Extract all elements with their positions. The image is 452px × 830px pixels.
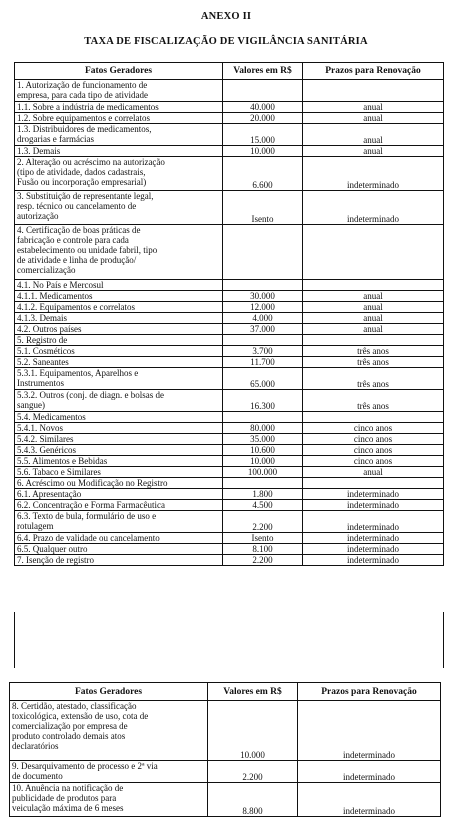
fato-cell: 4.2. Outros países (15, 324, 223, 335)
table-row (10, 761, 441, 783)
valor-cell: 35.000 (223, 434, 303, 445)
table-row (15, 500, 444, 511)
document-title: TAXA DE FISCALIZAÇÃO DE VIGILÂNCIA SANITÁRIA (84, 36, 368, 47)
prazo-cell: cinco anos (303, 445, 444, 456)
valor-cell: 80.000 (223, 423, 303, 434)
table-row (10, 783, 441, 817)
table-row (15, 368, 444, 390)
fato-cell: 6.2. Concentração e Forma Farmacêutica (15, 500, 223, 511)
valor-cell: 2.200 (208, 761, 298, 783)
valor-cell: 2.200 (223, 555, 303, 566)
valor-cell: Isento (223, 533, 303, 544)
valor-cell: 8.800 (208, 783, 298, 817)
prazo-cell: anual (303, 302, 444, 313)
valor-cell: 10.600 (223, 445, 303, 456)
valor-cell: 4.500 (223, 500, 303, 511)
fato-cell: 5.4.3. Genéricos (15, 445, 223, 456)
prazo-cell: cinco anos (303, 423, 444, 434)
valor-cell: 15.000 (223, 124, 303, 146)
table-row (15, 357, 444, 368)
prazo-cell (303, 80, 444, 102)
valor-cell: 1.800 (223, 489, 303, 500)
prazo-cell: indeterminado (303, 511, 444, 533)
fato-cell: 5.3.1. Equipamentos, Aparelhos e Instrumentos (15, 368, 223, 390)
fato-cell: 6.4. Prazo de validade ou cancelamento (15, 533, 223, 544)
table-row (15, 412, 444, 423)
table-row (15, 478, 444, 489)
fato-cell: 1.2. Sobre equipamentos e correlatos (15, 113, 223, 124)
table-row (15, 555, 444, 566)
table-row (15, 225, 444, 280)
valor-cell: 3.700 (223, 346, 303, 357)
fato-cell: 4.1.3. Demais (15, 313, 223, 324)
fato-cell: 5.4.1. Novos (15, 423, 223, 434)
prazo-cell: cinco anos (303, 456, 444, 467)
valor-cell: Isento (223, 191, 303, 225)
annex-heading: ANEXO II (200, 11, 252, 22)
valor-cell: 2.200 (223, 511, 303, 533)
valor-cell: 10.000 (223, 146, 303, 157)
prazo-cell: indeterminado (303, 555, 444, 566)
table-row (15, 445, 444, 456)
table-row (15, 335, 444, 346)
fato-cell: 10. Anuência na notificação de publicidade de produtos para veiculação máxima de 6 meses (10, 783, 208, 817)
table-row (15, 456, 444, 467)
prazo-cell (303, 335, 444, 346)
valor-cell: 11.700 (223, 357, 303, 368)
prazo-cell: indeterminado (303, 500, 444, 511)
valor-cell: 6.600 (223, 157, 303, 191)
fato-cell: 1. Autorização de funcionamento de empresa, para cada tipo de atividade (15, 80, 223, 102)
valor-cell: 16.300 (223, 390, 303, 412)
prazo-cell (303, 225, 444, 280)
prazo-cell: indeterminado (298, 701, 441, 761)
prazo-cell: anual (303, 291, 444, 302)
table-row (15, 423, 444, 434)
valor-cell (223, 478, 303, 489)
prazo-cell: três anos (303, 346, 444, 357)
fato-cell: 1.1. Sobre a indústria de medicamentos (15, 102, 223, 113)
prazo-cell: três anos (303, 390, 444, 412)
fato-cell: 5.4.2. Similares (15, 434, 223, 445)
prazo-cell: indeterminado (303, 533, 444, 544)
table-row (15, 146, 444, 157)
fato-cell: 5. Registro de (15, 335, 223, 346)
fato-cell: 6. Acréscimo ou Modificação no Registro (15, 478, 223, 489)
valor-cell: 12.000 (223, 302, 303, 313)
table-row (15, 533, 444, 544)
table-row (10, 701, 441, 761)
fato-cell: 5.3.2. Outros (conj. de diagn. e bolsas de sangue) (15, 390, 223, 412)
prazo-cell: anual (303, 113, 444, 124)
fato-cell: 3. Substituição de representante legal, resp. técnico ou cancelamento de autorização (15, 191, 223, 225)
fato-cell: 1.3. Distribuidores de medicamentos, drogarias e farmácias (15, 124, 223, 146)
table-row (15, 113, 444, 124)
prazo-cell: indeterminado (303, 544, 444, 555)
valor-cell: 10.000 (208, 701, 298, 761)
table-row (15, 390, 444, 412)
fato-cell: 6.1. Apresentação (15, 489, 223, 500)
prazo-cell: cinco anos (303, 434, 444, 445)
fato-cell: 4.1. No País e Mercosul (15, 280, 223, 291)
prazo-cell: indeterminado (298, 761, 441, 783)
valor-cell: 40.000 (223, 102, 303, 113)
prazo-cell: anual (303, 124, 444, 146)
fato-cell: 5.2. Saneantes (15, 357, 223, 368)
fato-cell: 6.3. Texto de bula, formulário de uso e rotulagem (15, 511, 223, 533)
table-row (15, 157, 444, 191)
fato-cell: 5.4. Medicamentos (15, 412, 223, 423)
fato-cell: 2. Alteração ou acréscimo na autorização (tipo de atividade, dados cadastrais, Fusão ou incorporação empresarial) (15, 157, 223, 191)
fato-cell: 5.6. Tabaco e Similares (15, 467, 223, 478)
fato-cell: 4.1.2. Equipamentos e correlatos (15, 302, 223, 313)
table-row (15, 434, 444, 445)
fato-cell: 8. Certidão, atestado, classificação toxicológica, extensão de uso, cota de comercialização por empresa de produto controlado demais atos declaratórios (10, 701, 208, 761)
fato-cell: 9. Desarquivamento de processo e 2ª via de documento (10, 761, 208, 783)
header-prazos: Prazos para Renovação (298, 683, 441, 701)
valor-cell (223, 225, 303, 280)
valor-cell (223, 280, 303, 291)
prazo-cell: anual (303, 146, 444, 157)
header-fatos-geradores: Fatos Geradores (15, 63, 223, 80)
header-valores: Valores em R$ (208, 683, 298, 701)
prazo-cell: anual (303, 324, 444, 335)
valor-cell: 37.000 (223, 324, 303, 335)
fato-cell: 5.5. Alimentos e Bebidas (15, 456, 223, 467)
valor-cell: 100.000 (223, 467, 303, 478)
table-row (15, 489, 444, 500)
valor-cell: 10.000 (223, 456, 303, 467)
valor-cell: 8.100 (223, 544, 303, 555)
table-row (15, 313, 444, 324)
valor-cell: 65.000 (223, 368, 303, 390)
prazo-cell: indeterminado (303, 191, 444, 225)
table-row (15, 191, 444, 225)
prazo-cell (303, 412, 444, 423)
valor-cell (223, 80, 303, 102)
prazo-cell: anual (303, 467, 444, 478)
header-fatos-geradores: Fatos Geradores (10, 683, 208, 701)
fato-cell: 4. Certificação de boas práticas de fabricação e controle para cada estabelecimento ou unidade fabril, tipo de atividade e linha de produção/ comercialização (15, 225, 223, 280)
table-row (15, 346, 444, 357)
table-row (15, 280, 444, 291)
header-prazos: Prazos para Renovação (303, 63, 444, 80)
valor-cell: 4.000 (223, 313, 303, 324)
fato-cell: 4.1.1. Medicamentos (15, 291, 223, 302)
table-row (15, 511, 444, 533)
table-row (15, 467, 444, 478)
fato-cell: 1.3. Demais (15, 146, 223, 157)
prazo-cell: três anos (303, 357, 444, 368)
header-valores: Valores em R$ (223, 63, 303, 80)
table-row (15, 80, 444, 102)
table-row (15, 544, 444, 555)
fato-cell: 7. Isenção de registro (15, 555, 223, 566)
table-row (15, 302, 444, 313)
prazo-cell: indeterminado (298, 783, 441, 817)
prazo-cell: indeterminado (303, 489, 444, 500)
table-row (15, 124, 444, 146)
valor-cell (223, 335, 303, 346)
prazo-cell: três anos (303, 368, 444, 390)
prazo-cell (303, 280, 444, 291)
fees-table (14, 62, 444, 566)
fato-cell: 6.5. Qualquer outro (15, 544, 223, 555)
prazo-cell: anual (303, 102, 444, 113)
table-border-left (14, 612, 15, 668)
fato-cell: 5.1. Cosméticos (15, 346, 223, 357)
prazo-cell (303, 478, 444, 489)
valor-cell: 30.000 (223, 291, 303, 302)
valor-cell (223, 412, 303, 423)
prazo-cell: anual (303, 313, 444, 324)
table-row (15, 291, 444, 302)
prazo-cell: indeterminado (303, 157, 444, 191)
valor-cell: 20.000 (223, 113, 303, 124)
fees-table-continued (9, 682, 441, 817)
table-border-right (443, 612, 444, 668)
table-row (15, 324, 444, 335)
table-row (15, 102, 444, 113)
